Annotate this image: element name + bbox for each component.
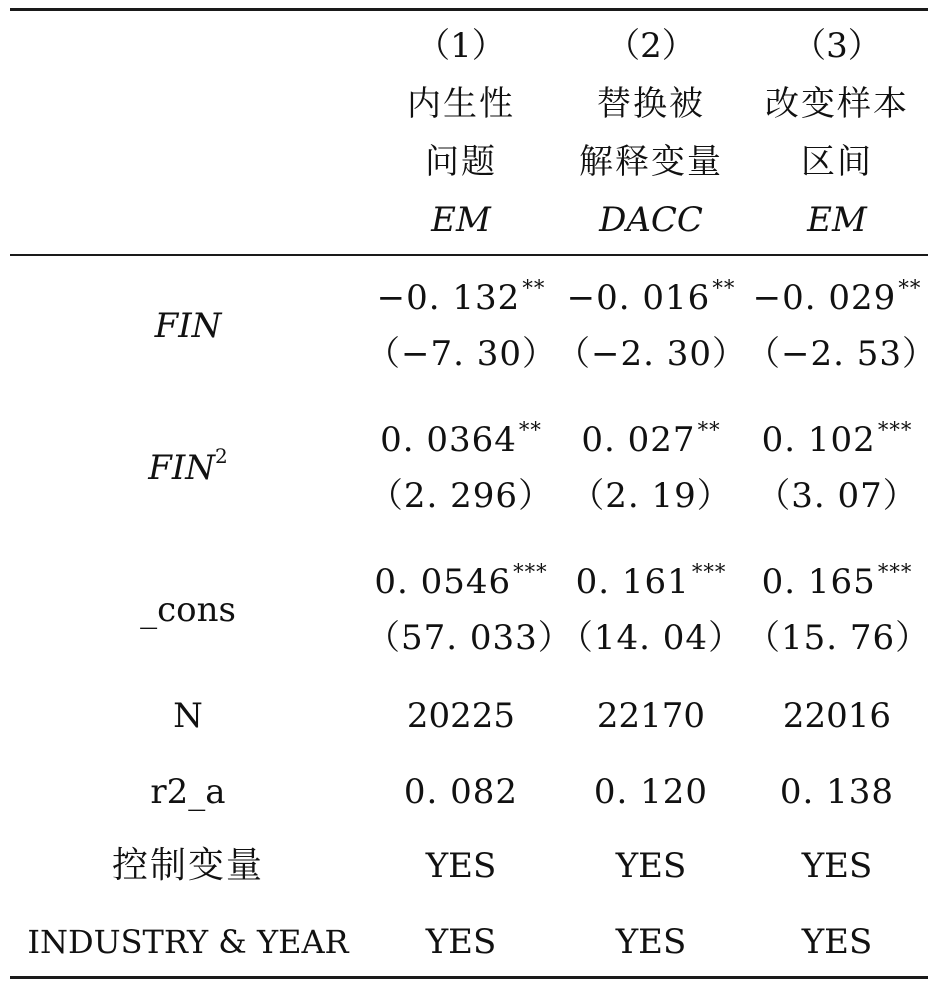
cons-col1-coef [366,562,556,606]
row-label-cons [10,590,366,630]
significance-stars: *** [513,560,548,584]
coef-value: 0. 0546 [374,562,512,602]
coef-value: 0. 027 [581,420,696,460]
col1-title-line2: 问题 [425,142,497,182]
coef-value: −0. 132 [376,278,521,318]
cons-col1-tstat: （57. 033） [366,618,573,658]
row-label-fin-squared-text: FIN [148,448,216,488]
fin2-col2-coef [556,420,746,464]
coef-value: −0. 016 [566,278,711,318]
col2-number: （2） [606,26,696,66]
fin2-col3-tstat: （3. 07） [756,476,918,516]
col2-title-line2: 解释变量 [579,142,723,182]
col3-number: （3） [792,26,882,66]
significance-stars: ** [518,418,542,442]
fin-col2-tstat: （−2. 30） [556,334,747,374]
row-label-fin-squared-exponent: 2 [215,444,228,468]
fin-col1-tstat: （−7. 30） [366,334,557,374]
controls-col1: YES [425,846,497,886]
coef-value: 0. 0364 [380,420,517,460]
n-col3: 22016 [782,696,892,736]
significance-stars: ** [712,276,736,300]
significance-stars: ** [522,276,546,300]
row-label-fin [10,306,366,346]
row-label-industry-year: INDUSTRY & YEAR [27,923,349,961]
col1-number: （1） [416,26,506,66]
cons-col3-tstat: （15. 76） [746,618,931,658]
r2a-col1: 0. 082 [403,772,519,812]
significance-stars: *** [691,560,727,584]
controls-col2: YES [615,846,687,886]
significance-stars: ** [898,276,922,300]
fe-col3: YES [801,922,873,962]
top-rule [10,8,928,11]
row-label-r2a: r2_a [150,772,226,812]
col3-dep-var: EM [807,200,867,240]
header-rule [10,254,928,256]
n-col1: 20225 [406,696,516,736]
col1-title-line1: 内生性 [407,84,515,124]
fe-col1: YES [425,922,497,962]
fin-col3-coef [746,278,928,322]
fin-col1-coef [366,278,556,322]
r2a-col2: 0. 120 [593,772,709,812]
n-col2: 22170 [596,696,706,736]
col3-title-line2: 区间 [801,142,873,182]
cons-col2-tstat: （14. 04） [558,618,744,658]
controls-col3: YES [801,846,873,886]
fin2-col1-coef [366,420,556,464]
fin2-col1-tstat: （2. 296） [368,476,554,516]
col3-title-line1: 改变样本 [765,84,909,124]
cons-col2-coef [556,562,746,606]
significance-stars: *** [877,560,913,584]
coef-value: −0. 029 [752,278,897,318]
fin2-col3-coef [746,420,928,464]
coef-value: 0. 102 [761,420,876,460]
row-label-n: N [173,696,203,736]
bottom-rule [10,976,928,979]
fe-col2: YES [615,922,687,962]
significance-stars: *** [877,418,913,442]
col2-title-line1: 替换被 [597,84,705,124]
coef-value: 0. 165 [761,562,876,602]
row-label-fin-squared [10,444,366,492]
col2-dep-var: DACC [599,200,703,240]
row-label-controls: 控制变量 [111,845,264,886]
row-label-cons-text: _cons [140,590,236,630]
col1-dep-var: EM [431,200,491,240]
significance-stars: ** [697,418,721,442]
fin-col3-tstat: （−2. 53） [746,334,937,374]
coef-value: 0. 161 [575,562,690,602]
row-label-fin-text: FIN [154,306,222,346]
cons-col3-coef [746,562,928,606]
r2a-col3: 0. 138 [779,772,895,812]
fin2-col2-tstat: （2. 19） [570,476,732,516]
fin-col2-coef [556,278,746,322]
